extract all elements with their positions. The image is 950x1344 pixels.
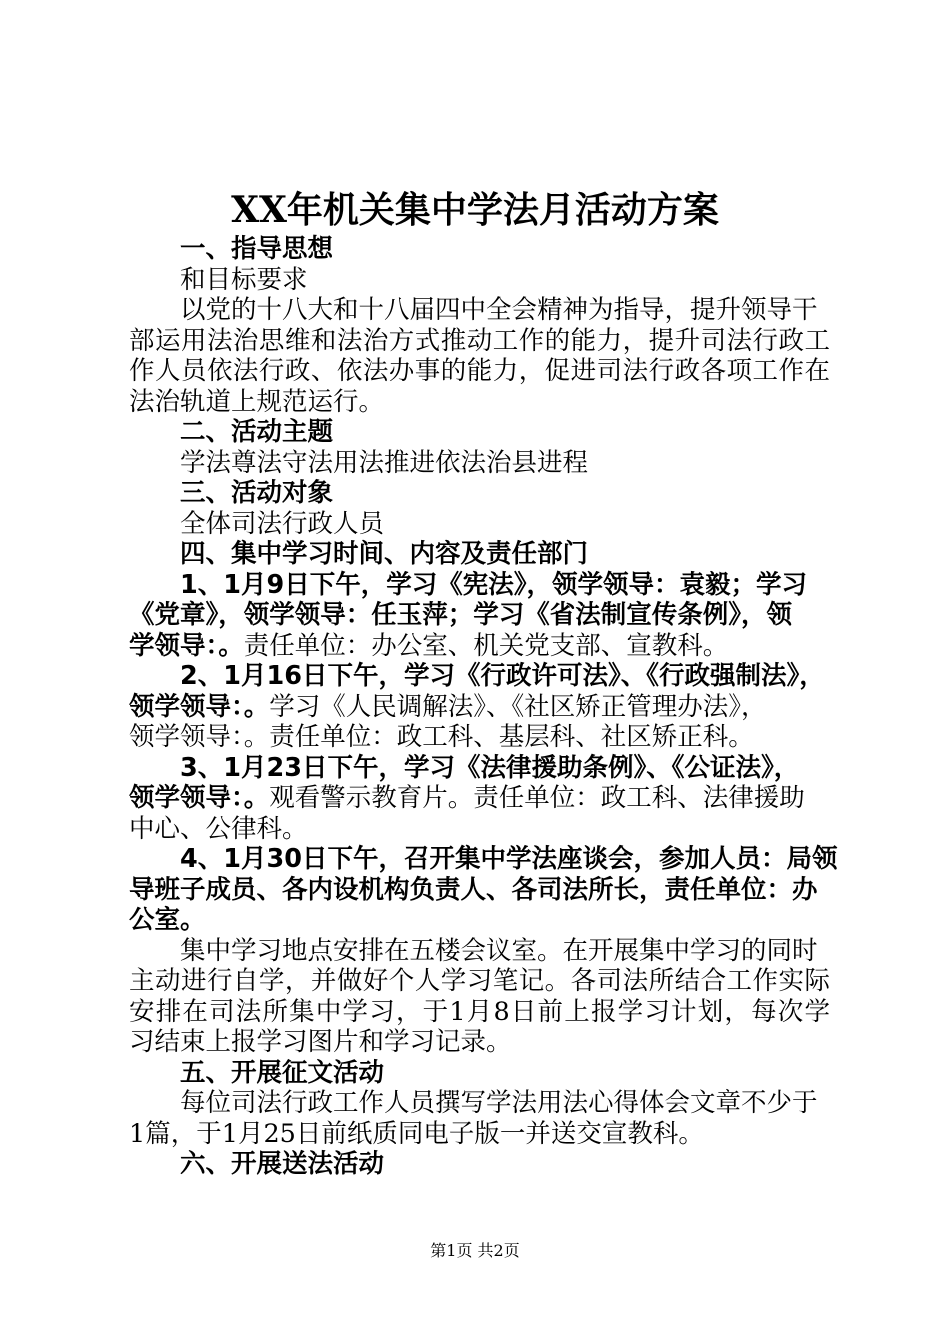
body-line: 作人员依法行政、依法办事的能力，促进司法行政各项工作在	[129, 356, 830, 386]
schedule-item-1	[129, 631, 830, 662]
schedule-item-1-responsible: 责任单位：办公室、机关党支部、宣教科。	[243, 630, 729, 661]
body-line: 学法尊法守法用法推进依法治县进程	[180, 447, 589, 478]
body-line: 以党的十八大和十八届四中全会精神为指导，提升领导干	[180, 295, 818, 325]
body-line: 全体司法行政人员	[180, 508, 385, 539]
body-line: 部运用法治思维和法治方式推动工作的能力，提升司法行政工	[129, 325, 830, 356]
schedule-item-2-study: 学习《人民调解法》、《社区矫正管理办法》，	[269, 691, 767, 722]
document-body	[129, 234, 838, 1180]
body-line: 每位司法行政工作人员撰写学法用法心得体会文章不少于	[180, 1088, 818, 1118]
schedule-item-2	[129, 692, 830, 723]
body-line: 法治轨道上规范运行。	[129, 386, 385, 417]
schedule-item-2: 领学领导：。责任单位：政工科、基层科、社区矫正科。	[129, 722, 754, 752]
body-line: 1篇，于1月25日前纸质同电子版一并送交宣教科。	[129, 1118, 704, 1149]
schedule-item-4: 4、1月30日下午，召开集中学法座谈会，参加人员：局领	[180, 844, 838, 874]
schedule-item-2: 2、1月16日下午，学习《行政许可法》、《行政强制法》，	[180, 661, 825, 691]
schedule-item-3-bold: 领学领导：。	[129, 783, 270, 813]
schedule-item-3	[129, 783, 830, 814]
schedule-item-3: 中心、公律科。	[129, 813, 308, 844]
body-line: 和目标要求	[180, 264, 308, 295]
page-footer: 第1页 共2页	[430, 1241, 520, 1260]
body-line: 习结束上报学习图片和学习记录。	[129, 1027, 512, 1057]
body-line: 集中学习地点安排在五楼会议室。在开展集中学习的同时	[180, 935, 818, 966]
section-heading-outreach: 六、开展送法活动	[180, 1149, 385, 1179]
schedule-item-2-bold: 领学领导：。	[129, 691, 270, 722]
body-line: 安排在司法所集中学习，于1月8日前上报学习计划，每次学	[129, 996, 830, 1027]
document-title: XX年机关集中学法月活动方案	[231, 189, 719, 231]
section-heading-guiding-thought: 一、指导思想	[180, 234, 334, 264]
schedule-item-1-bold: 学领导：。	[129, 630, 244, 661]
schedule-item-1: 《党章》，领学领导：任玉萍；学习《省法制宣传条例》，领	[129, 600, 793, 630]
section-heading-theme: 二、活动主题	[180, 417, 334, 447]
body-line: 主动进行自学，并做好个人学习笔记。各司法所结合工作实际	[129, 966, 830, 996]
section-heading-schedule: 四、集中学习时间、内容及责任部门	[180, 539, 589, 569]
schedule-item-3: 3、1月23日下午，学习《法律援助条例》、《公证法》，	[180, 752, 800, 783]
schedule-item-1: 1、1月9日下午，学习《宪法》，领学领导：袁毅；学习	[180, 569, 807, 600]
schedule-item-4: 公室。	[129, 905, 206, 935]
schedule-item-3-responsible: 观看警示教育片。责任单位：政工科、法律援助	[269, 783, 805, 813]
section-heading-essay: 五、开展征文活动	[180, 1057, 385, 1088]
section-heading-audience: 三、活动对象	[180, 478, 334, 508]
schedule-item-4: 导班子成员、各内设机构负责人、各司法所长，责任单位：办	[129, 874, 818, 905]
